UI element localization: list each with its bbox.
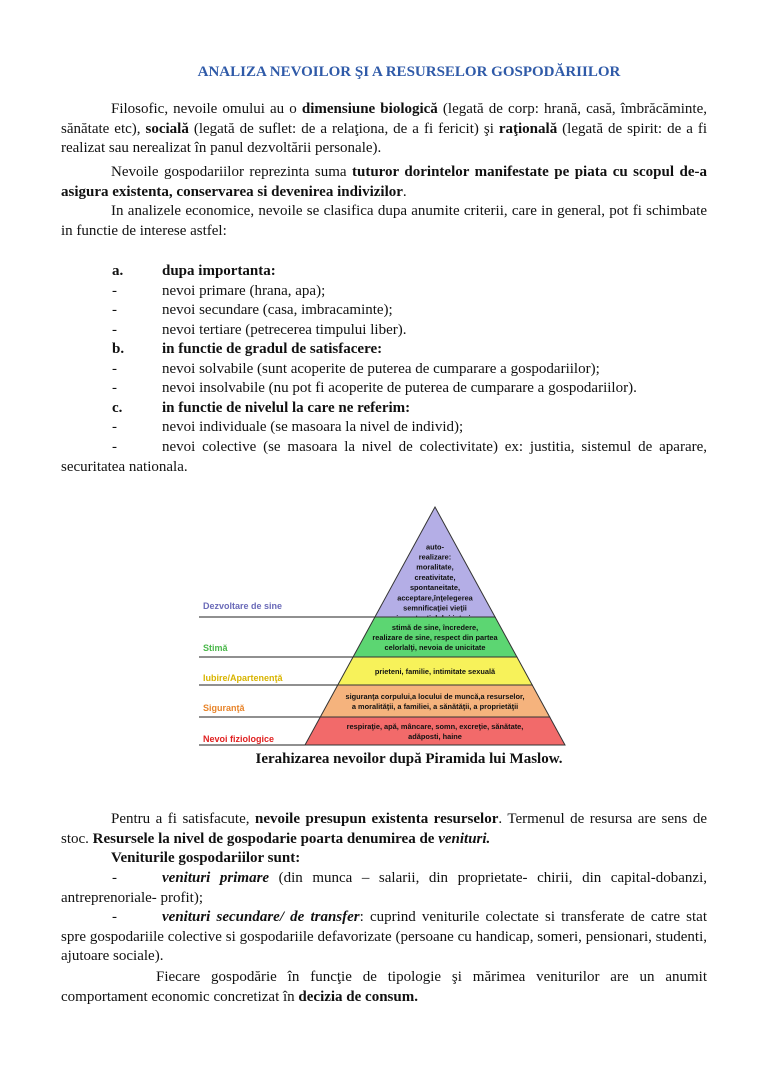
list-text: (din munca – salarii, din proprietate- chirii, din capital-dobanzi, antreprenoriale- profit); xyxy=(61,870,707,906)
bold-italic-term: venituri primare xyxy=(162,870,270,886)
bold-term: socială xyxy=(145,120,189,137)
pyramid-level-text: realizare de sine, respect din partea xyxy=(372,633,498,642)
pyramid-level-text: celorlalţi, nevoia de unicitate xyxy=(384,643,486,653)
income-heading: Veniturile gospodariilor sunt: xyxy=(111,850,301,866)
list-item xyxy=(112,321,406,341)
dash-bullet: - xyxy=(112,283,117,299)
bold-term: Resursele la nivel de gospodarie poarta denumirea de xyxy=(92,830,439,847)
list-text: nevoi secundare (casa, imbracaminte); xyxy=(162,302,393,318)
dash-bullet: - xyxy=(112,439,117,455)
list-text: nevoi colective (se masoara la nivel de colectivitate) ex: justitia, sistemul de aparare, securitatea nationala. xyxy=(61,439,707,475)
pyramid-level-text: realizare: xyxy=(418,552,452,562)
page-title: ANALIZA NEVOILOR ŞI A RESURSELOR GOSPODĂRIILOR xyxy=(197,64,621,80)
list-item xyxy=(112,301,393,321)
list-title: in functie de gradul de satisfacere: xyxy=(162,341,383,357)
pyramid-level-text: a moralităţii, a familiei, a sănătăţii, a proprietăţii xyxy=(351,702,519,712)
classification-b-heading xyxy=(112,340,382,360)
pyramid-level-label: Dezvoltare de sine xyxy=(203,601,283,611)
bold-italic-term: venituri secundare/ de transfer xyxy=(162,909,360,925)
pyramid-level-label: Iubire/Apartenenţă xyxy=(203,673,283,683)
text: . xyxy=(402,183,407,200)
list-text: nevoi primare (hrana, apa); xyxy=(162,283,326,299)
maslow-pyramid xyxy=(195,505,575,750)
figure-caption: Ierahizarea nevoilor după Piramida lui Maslow. xyxy=(255,751,563,767)
classification-c-heading xyxy=(112,399,410,419)
list-text: nevoi insolvabile (nu pot fi acoperite de puterea de cumparare a gospodariilor). xyxy=(162,380,637,396)
list-title: in functie de nivelul la care ne referim: xyxy=(162,400,411,416)
dash-bullet: - xyxy=(112,909,117,925)
paragraph-classification-intro: In analizele economice, nevoile se clasifica dupa anumite criterii, care in general, pot fi schimbate in functie de interese astfel: xyxy=(61,203,707,239)
pyramid-level-text: siguranţa corpului,a locului de muncă,a resurselor, xyxy=(345,691,525,701)
pyramid-level-text: creativitate, xyxy=(414,572,456,582)
text: Filosofic, nevoile omului au o xyxy=(111,101,302,117)
list-item xyxy=(112,282,325,302)
text: . Termenul de resursa are sens de stoc. xyxy=(61,811,707,847)
pyramid-level-text: stimă de sine, încredere, xyxy=(391,622,479,632)
paragraph-needs-dimensions xyxy=(61,100,707,159)
list-item xyxy=(61,908,707,967)
list-title: dupa importanta: xyxy=(162,263,276,279)
list-item xyxy=(61,438,707,477)
pyramid-level-text: spontaneitate, xyxy=(409,583,461,593)
bold-italic-term: venituri. xyxy=(438,830,491,847)
pyramid-level-label: Siguranţă xyxy=(203,703,245,713)
pyramid-level-label: Nevoi fiziologice xyxy=(203,734,275,744)
list-text: nevoi tertiare (petrecerea timpului liber). xyxy=(162,322,407,338)
bold-term: decizia de consum. xyxy=(298,988,418,1005)
pyramid-level-text: auto- xyxy=(425,542,445,552)
dash-bullet: - xyxy=(112,870,117,886)
pyramid-level xyxy=(320,685,549,717)
bold-term: tuturor dorintelor manifestate pe piata cu scopul de-a asigura existenta, conservarea si devenirea indivizilor xyxy=(61,164,707,200)
list-item xyxy=(112,379,637,399)
text: (legată de spirit: de a fi realizat sau nerealizat în panul dezvoltării personale). xyxy=(61,120,708,156)
list-item xyxy=(112,418,463,438)
list-item xyxy=(112,360,600,380)
text: Nevoile gospodariilor reprezinta suma xyxy=(111,164,352,180)
list-label: c. xyxy=(112,400,123,416)
pyramid-level-label: Stimă xyxy=(203,643,228,653)
paragraph-consumption-decision xyxy=(61,968,707,1007)
dash-bullet: - xyxy=(112,380,117,396)
list-text: : cuprind veniturile colectate si transferate de catre stat spre gospodariile colective si gospodariile defavorizate (persoane cu handicap, someri, pensionari, studenti, ajutoare sociale). xyxy=(61,909,707,964)
bold-term: nevoile presupun existenta resurselor xyxy=(254,811,499,827)
dash-bullet: - xyxy=(112,361,117,377)
bold-term: dimensiune biologică xyxy=(301,101,438,117)
pyramid-level-text: moralitate, xyxy=(416,562,454,572)
pyramid-level-text: acceptare,înţelegerea xyxy=(397,593,473,603)
list-text: nevoi solvabile (sunt acoperite de puterea de cumparare a gospodariilor); xyxy=(162,361,600,377)
list-label: a. xyxy=(112,263,124,279)
text: Fiecare gospodărie în funcţie de tipologie şi mărimea veniturilor are un anumit comportament economic concretizat în xyxy=(61,969,707,1005)
dash-bullet: - xyxy=(112,302,117,318)
pyramid-level-text: adăposti, haine xyxy=(408,732,462,742)
text: (legată de suflet: de a relaţiona, de a fi fericit) şi xyxy=(188,120,499,137)
paragraph-resources xyxy=(61,810,707,849)
list-text: nevoi individuale (se masoara la nivel de individ); xyxy=(162,419,464,435)
classification-a-heading xyxy=(112,262,276,282)
pyramid-level-text: semnificaţiei vieţii xyxy=(403,603,467,613)
text: (legată de corp: hrană, casă, îmbrăcăminte, sănătate etc), xyxy=(61,101,707,137)
paragraph-needs-definition xyxy=(61,163,707,202)
list-item xyxy=(61,869,707,908)
text: Pentru a fi satisfacute, xyxy=(111,811,255,827)
pyramid-level-text: prieteni, familie, intimitate sexuală xyxy=(374,667,496,676)
dash-bullet: - xyxy=(112,419,117,435)
pyramid-level-text: respiraţie, apă, mâncare, somn, excreţie, sănătate, xyxy=(346,721,524,731)
dash-bullet: - xyxy=(112,322,117,338)
bold-term: raţională xyxy=(498,120,558,137)
list-label: b. xyxy=(112,341,125,357)
